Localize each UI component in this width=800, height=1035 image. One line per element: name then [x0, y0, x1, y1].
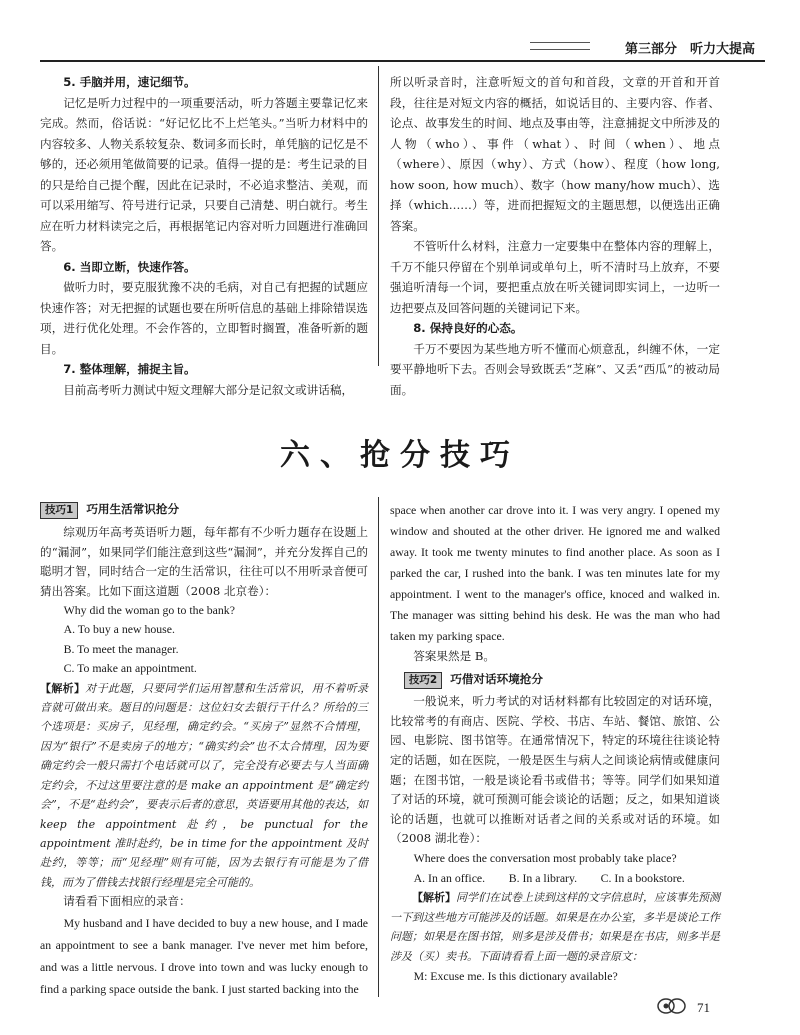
heading-7: 7. 整体理解，捕捉主旨。 — [63, 362, 196, 376]
tip2-title: 巧借对话环境抢分 — [450, 671, 543, 686]
paragraph-8: 千万不要因为某些地方听不懂而心烦意乱，纠缠不休，一定要平静地听下去。否则会导致既丢“芝麻”、又丢“西瓜”的被动局面。 — [390, 341, 720, 397]
tip1-analysis — [40, 679, 368, 892]
paragraph-right-2: 不管听什么材料，注意力一定要集中在整体内容的理解上，千万不能只停留在个别单词或单句上，听不清时马上放弃，不要强追听清每一个词，要把重点放在听关键词即实词上，一边听一边把要点及回答问题的关键词记下来。 — [390, 239, 720, 315]
tip1-analysis-label: 【解析】 — [40, 681, 86, 695]
top-left-column — [40, 72, 368, 400]
heading-8: 8. 保持良好的心态。 — [413, 321, 523, 335]
heading-5: 5. 手脑并用，速记细节。 — [63, 75, 196, 89]
tip2-intro: 一般说来，听力考试的对话材料都有比较固定的对话环境，比较常考的有商店、医院、学校、书店、车站、餐馆、旅馆、公园、电影院、图书馆等。在通常情况下，特定的环境往往谈论特定的话题，如在医院，一般是医生与病人之间谈论病情或健康问题；在图书馆，一般是谈论看书或借书；等等。同学们如果知道了对话的环境，就可预测可能会谈论的话题；反之，如果知道谈论的话题，也就可以推断对话者之间的关系或对话的环境。如（2008 湖北卷）： — [390, 694, 720, 846]
bottom-left-column — [40, 500, 368, 1000]
tip2-heading — [404, 670, 720, 690]
tip1-option-c: C. To make an appointment. — [63, 661, 197, 676]
heading-6: 6. 当即立断，快速作答。 — [63, 259, 196, 274]
header-decoration — [530, 42, 590, 50]
page-number: 71 — [697, 1000, 710, 1015]
tip1-intro: 综观历年高考英语听力题，每年都有不少听力题存在设题上的“漏洞”，如果同学们能注意到这些“漏洞”，并充分发挥自己的聪明才智，同时结合一定的生活常识，往往可以不用听录音便可猜出答案。比如下面这道题（2008 北京卷）： — [40, 525, 368, 598]
tip1-question: Why did the woman go to the bank? — [63, 603, 235, 618]
page-logo-icon — [656, 996, 688, 1016]
paragraph-right-1: 所以听录音时，注意听短文的首句和首段，文章的开首和开首段，往往是对短文内容的概括，如说话目的、主要内容、作者、论点、故事发生的时间、地点及事由等，注意捕捉文中所涉及的人物（who）、事件（what）、时间（when）、地点（where）、原因（why）、方式（how）、程度（how long, how soon, how much）、数字（how many/how much）、选择（which……）等，进而把握短文的主题思想，以便选出正确答案。 — [390, 75, 720, 233]
tip1-option-b: B. To meet the manager. — [63, 641, 179, 656]
tip1-title: 巧用生活常识抢分 — [86, 502, 180, 516]
page-header — [40, 30, 765, 62]
top-right-column — [390, 72, 720, 400]
tip2-analysis-label: 【解析】 — [412, 891, 456, 905]
tip2-tag: 技巧2 — [404, 672, 442, 689]
header-section-label: 第三部分 听力大提高 — [624, 42, 755, 57]
column-divider-bottom — [378, 497, 379, 997]
tip2-question: Where does the conversation most probably take place? — [413, 850, 677, 865]
tip1-listen-prompt: 请看看下面相应的录音： — [63, 894, 191, 909]
tip1-analysis-text: 对于此题，只要同学们运用智慧和生活常识，用不着听录音就可做出来。题目的问题是：这位妇女去银行干什么？所给的三个选项是：买房子，见经理，确定约会。“买房子”显然不合情理，因为“银行”不是卖房子的地方；“确实约会”也不太合情理，因为要确定约会一般只需打个电话就可以了，完全没有必要去与人当面确定约会，不过这里要注意的是 make an appointment 是“确定约会”，不是“赴约会”，要表示后者的意思，英语要用其他的表达，如 keep the appointment 赴约，be punctual for the appointment 准时赴约，be in time for the appointment 及时赴约，等等；而“见经理”则有可能，因为去银行有可能是为了借钱，而为了借钱去找银行经理是完全可能的。 — [40, 681, 369, 889]
column-divider-top — [378, 66, 379, 366]
tip2-analysis-text: 同学们在试卷上读到这样的文字信息时，应该事先预测一下到这些地方可能涉及的话题。如果是在办公室，多半是谈论工作问题；如果是在图书馆，则多是涉及借书；如果是在书店，则多半是涉及（买）卖书。下面请看看上面一题的录音原文： — [390, 891, 720, 963]
tip1-heading — [40, 500, 368, 519]
paragraph-7: 目前高考听力测试中短文理解大部分是记叙文或讲话稿， — [63, 382, 354, 397]
tip2-dialog-line: M: Excuse me. Is this dictionary available? — [413, 968, 618, 983]
transcript-continued: space when another car drove into it. I was very angry. I opened my window and shouted at the other driver. He ignored me and walked away. It took me twenty minutes to find another place. As soon as I parked the car, I rushed into the bank. I was ten minutes late for my appointment. I went to the manager's office, knoced and walked in. The manager was sitting behind his desk. He was the man who had taken my parking space. — [390, 503, 720, 643]
tip1-tag: 技巧1 — [40, 502, 78, 519]
bottom-right-column — [390, 500, 720, 986]
tip1-answer: 答案果然是 B。 — [413, 649, 495, 663]
tip2-analysis — [390, 888, 720, 966]
tip1-transcript: My husband and I have decided to buy a new house, and I made an appointment to see a bank manager. I've never met him before, and was a little nervous. I drove into town and was lucky enough to find a parking space outside the bank. I just started backing into the — [40, 915, 368, 996]
tip1-option-a: A. To buy a new house. — [63, 622, 175, 637]
paragraph-6: 做听力时，要克服犹豫不决的毛病，对自己有把握的试题应快速作答；对无把握的试题也要在所听信息的基础上排除错误选项，进行优化处理。不会作答的，立即暂时搁置，准备听新的题目。 — [40, 280, 368, 356]
paragraph-5: 记忆是听力过程中的一项重要活动，听力答题主要靠记忆来完成。然而，俗话说：“好记忆比不上烂笔头。”当听力材料中的内容较多、人物关系较复杂、数词多而长时，单凭脑的记忆是不够的，还必须用笔做简要的记录。值得一提的是：考生记录的目的只是给自己提个醒，因此在记录时，不必追求整洁、美观，而可以采用缩写、符号进行记录，只要自己清楚、明白就行。考生应在听力材料读完之后，再根据笔记内容对听力回题进行准确回答。 — [40, 95, 368, 253]
tip2-options: A. In an office. B. In a library. C. In a bookstore. — [413, 870, 685, 885]
section-title: 六、抢分技巧 — [280, 438, 520, 473]
